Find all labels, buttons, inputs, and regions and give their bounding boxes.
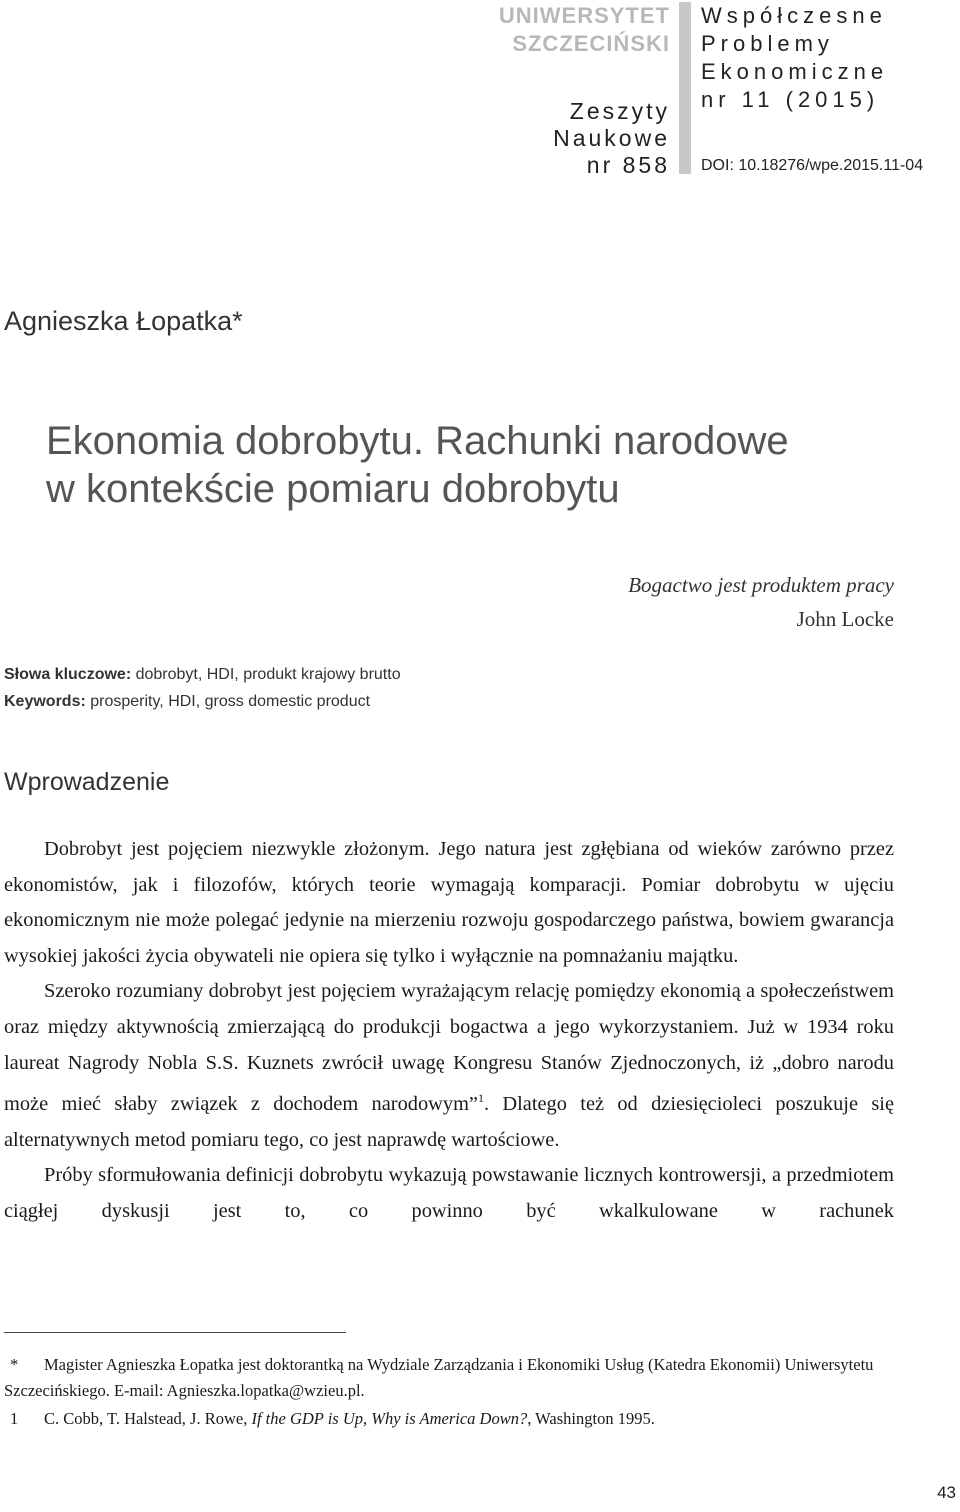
footnote-1-title: If the GDP is Up, Why is America Down? (251, 1409, 528, 1428)
keywords-pl-label: Słowa kluczowe: (4, 666, 132, 683)
motto-author: John Locke (796, 607, 894, 631)
keywords (4, 661, 401, 715)
footnote-1-mark: 1 (10, 1409, 19, 1428)
footnote-1 (4, 1406, 894, 1432)
journal-name: Współczesne Problemy Ekonomiczne nr 11 (2015) (701, 3, 889, 112)
footnote-ref[interactable]: 1 (477, 1091, 484, 1106)
section-heading: Wprowadzenie (4, 768, 170, 796)
series-name: Zeszyty Naukowe nr 858 (553, 98, 670, 178)
footnotes (4, 1352, 894, 1432)
keywords-pl (4, 661, 401, 688)
motto (628, 568, 894, 636)
author-name: Agnieszka Łopatka* (4, 306, 243, 336)
paragraph-2-tail: . Dlatego też od dziesięcioleci poszukuje się alternatywnych metod pomiaru tego, co jest naprawdę wartościowe. (4, 1092, 894, 1151)
body-text (4, 832, 894, 1229)
keywords-en-value: prosperity, HDI, gross domestic product (85, 693, 371, 710)
footnote-1-pre: C. Cobb, T. Halstead, J. Rowe, (44, 1409, 252, 1428)
paragraph-2 (4, 974, 894, 1158)
paragraph-1: Dobrobyt jest pojęciem niezwykle złożonym. Jego natura jest zgłębiana od wieków zarówno przez ekonomistów, jak i filozofów, których teorie wymagają komparacji. Pomiar dobrobytu w ujęciu ekonomicznym nie może polegać jedynie na mierzeniu rozwoju gospodarczego państwa, bowiem gwarancja wysokiej jakości życia obywateli nie opiera się tylko i wyłącznie na pomnażaniu majątku. (4, 838, 894, 967)
footnote-1-post: , Washington 1995. (527, 1409, 655, 1428)
header-divider (679, 2, 691, 174)
footnote-author-text: Magister Agnieszka Łopatka jest doktorantką na Wydziale Zarządzania i Ekonomiki Usług (Katedra Ekonomii) Uniwersytetu Szczecińskiego. E-mail: Agnieszka.lopatka@wzieu.pl. (4, 1355, 874, 1400)
article-title: Ekonomia dobrobytu. Rachunki narodowe w kontekście pomiaru dobrobytu (46, 419, 789, 511)
footnote-rule (4, 1332, 346, 1333)
keywords-en (4, 688, 401, 715)
doi: DOI: 10.18276/wpe.2015.11-04 (701, 157, 924, 174)
page-number: 43 (937, 1483, 956, 1502)
keywords-pl-value: dobrobyt, HDI, produkt krajowy brutto (131, 666, 401, 683)
footnote-author (4, 1352, 894, 1404)
keywords-en-label: Keywords: (4, 693, 86, 710)
paragraph-3: Próby sformułowania definicji dobrobytu wykazują powstawanie licznych kontrowersji, a przedmiotem ciągłej dyskusji jest to, co powinno być wkalkulowane w rachunek (4, 1164, 894, 1222)
footnote-author-mark: * (10, 1355, 19, 1374)
motto-quote: Bogactwo jest produktem pracy (628, 573, 894, 597)
paragraph-2-text: Szeroko rozumiany dobrobyt jest pojęciem wyrażającym relację pomiędzy ekonomią a społeczeństwem oraz między aktywnością zmierzającą do produkcji bogactwa a jego wykorzystaniem. Już w 1934 roku laureat Nagrody Nobla S.S. Kuznets zwrócił uwagę Kongresu Stanów Zjednoczonych, iż „dobro narodu może mieć słaby związek z dochodem narodowym” (4, 980, 894, 1115)
university-name: UNIWERSYTET SZCZECIŃSKI (498, 3, 670, 56)
